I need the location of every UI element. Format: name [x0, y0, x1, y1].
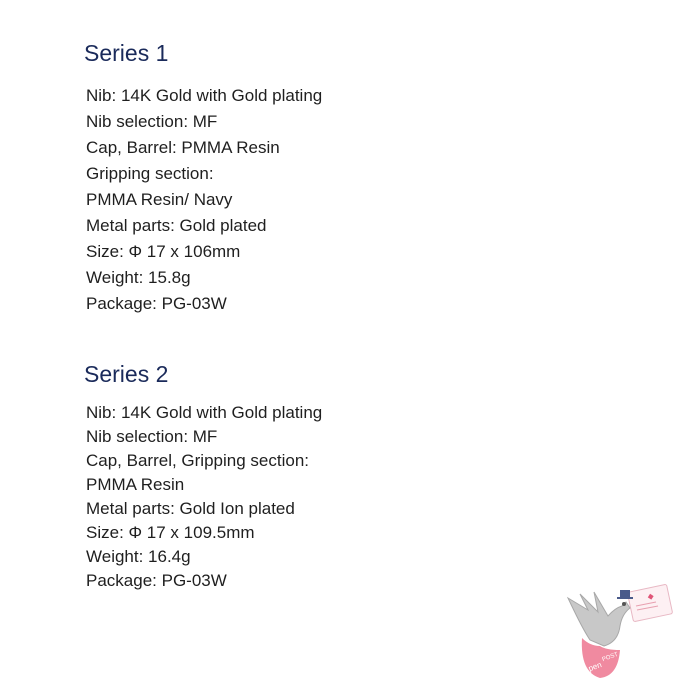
- spec-line: Cap, Barrel: PMMA Resin: [86, 138, 280, 157]
- spec-line: Package: PG-03W: [86, 571, 227, 590]
- spec-line: Weight: 16.4g: [86, 547, 191, 566]
- spec-line: PMMA Resin: [86, 475, 185, 494]
- spec-line: PMMA Resin/ Navy: [86, 190, 233, 209]
- spec-line: Metal parts: Gold plated: [86, 216, 267, 235]
- spec-line: Gripping section:: [86, 164, 214, 183]
- spec-line: Package: PG-03W: [86, 294, 227, 313]
- spec-line: Nib: 14K Gold with Gold plating: [86, 403, 323, 422]
- spec-line: Size: Φ 17 x 109.5mm: [86, 523, 255, 542]
- postcard-icon: [627, 584, 672, 622]
- series-1-spec-list: [86, 83, 322, 317]
- spec-line: Weight: 15.8g: [86, 268, 191, 287]
- spec-line: Nib selection: MF: [86, 112, 218, 131]
- spec-line: Nib selection: MF: [86, 427, 218, 446]
- spec-line: Cap, Barrel, Gripping section:: [86, 451, 309, 470]
- svg-text:pen: pen: [587, 660, 603, 674]
- bird-icon: [568, 590, 633, 646]
- penpost-logo-icon: [560, 580, 680, 690]
- series-1-title: Series 1: [84, 40, 169, 66]
- spec-line: Size: Φ 17 x 106mm: [86, 242, 241, 261]
- series-2-title: Series 2: [84, 361, 169, 387]
- spec-line: Nib: 14K Gold with Gold plating: [86, 86, 323, 105]
- spec-line: Metal parts: Gold Ion plated: [86, 499, 295, 518]
- svg-text:POST: POST: [601, 651, 619, 664]
- series-2-spec-list: [86, 401, 322, 593]
